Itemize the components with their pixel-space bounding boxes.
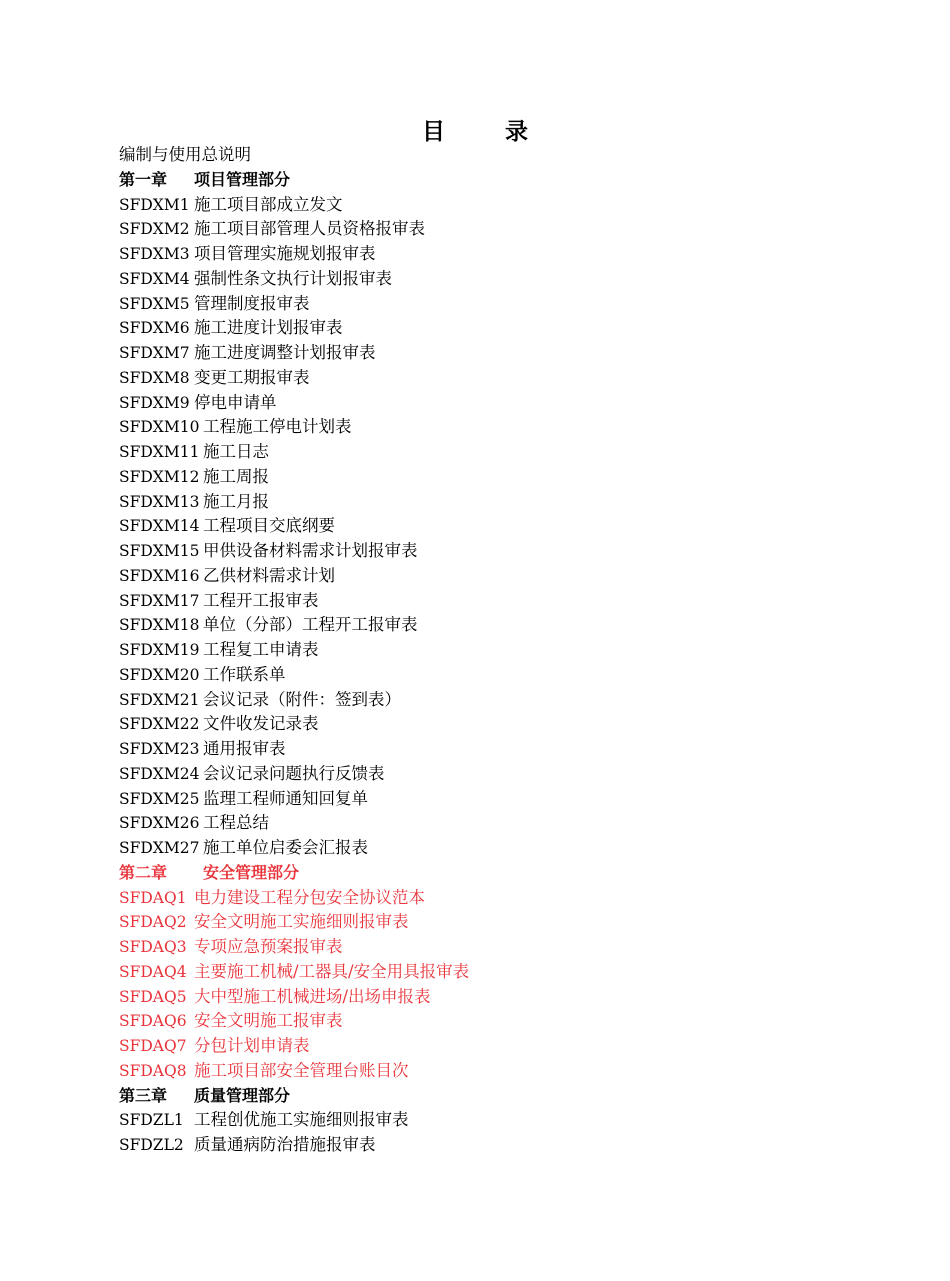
item-code: SFDAQ6 (119, 1012, 187, 1031)
item-name: 施工月报 (203, 491, 269, 511)
toc-item-sfdxm19[interactable] (119, 638, 879, 663)
item-name: 工程创优施工实施细则报审表 (194, 1110, 409, 1130)
item-code: SFDXM21 (119, 690, 200, 709)
toc-item-sfdaq8[interactable] (119, 1059, 879, 1084)
title-char-right: 录 (505, 119, 528, 145)
chapter-2-heading[interactable] (119, 861, 879, 886)
item-name: 变更工期报审表 (194, 367, 310, 387)
item-code: SFDXM23 (119, 740, 200, 758)
item-name: 施工单位启委会汇报表 (203, 838, 368, 857)
toc-list (119, 143, 879, 1158)
toc-item-sfdxm23[interactable] (119, 737, 879, 762)
item-name: 会议记录问题执行反馈表 (203, 763, 385, 783)
toc-item-sfdxm11[interactable] (119, 440, 879, 465)
toc-item-sfdaq5[interactable] (119, 985, 879, 1010)
item-name: 监理工程师通知回复单 (203, 788, 368, 808)
toc-item-sfdxm15[interactable] (119, 539, 879, 564)
item-name: 工作联系单 (203, 664, 286, 684)
chapter-2-number: 第二章 (119, 862, 168, 882)
item-code: SFDAQ1 (119, 888, 187, 907)
toc-item-sfdxm4[interactable] (119, 267, 879, 292)
item-code: SFDXM10 (119, 418, 200, 437)
item-name: 甲供设备材料需求计划报审表 (203, 541, 418, 560)
item-name: 项目管理实施规划报审表 (194, 244, 376, 263)
item-name: 管理制度报审表 (194, 293, 310, 313)
toc-item-sfdzl1[interactable] (119, 1108, 879, 1133)
item-name: 质量通病防治措施报审表 (194, 1135, 376, 1154)
toc-item-sfdaq6[interactable] (119, 1009, 879, 1034)
item-name: 安全文明施工实施细则报审表 (194, 912, 409, 932)
item-code: SFDXM13 (119, 492, 200, 511)
item-code: SFDAQ5 (119, 987, 187, 1006)
item-name: 专项应急预案报审表 (194, 937, 343, 956)
item-code: SFDXM19 (119, 641, 200, 659)
item-name: 停电申请单 (194, 392, 277, 412)
item-name: 强制性条文执行计划报审表 (194, 268, 392, 288)
toc-item-sfdxm25[interactable] (119, 787, 879, 812)
toc-item-sfdxm10[interactable] (119, 415, 879, 440)
item-code: SFDXM11 (119, 443, 200, 461)
item-code: SFDXM3 (119, 245, 190, 263)
item-name: 工程复工申请表 (203, 640, 319, 659)
toc-item-sfdaq7[interactable] (119, 1034, 879, 1059)
title-char-left: 目 (422, 119, 445, 145)
item-name: 通用报审表 (203, 739, 286, 758)
toc-item-sfdaq2[interactable] (119, 910, 879, 935)
chapter-1-name: 项目管理部分 (194, 169, 291, 189)
item-code: SFDXM14 (119, 517, 200, 536)
toc-item-sfdxm5[interactable] (119, 292, 879, 317)
item-code: SFDXM16 (119, 566, 200, 585)
item-code: SFDXM26 (119, 814, 200, 833)
item-code: SFDXM5 (119, 294, 190, 313)
item-code: SFDXM25 (119, 789, 200, 808)
item-name: 工程项目交底纲要 (203, 516, 335, 536)
chapter-3-number: 第三章 (119, 1085, 168, 1105)
toc-item-sfdxm27[interactable] (119, 836, 879, 861)
item-code: SFDXM7 (119, 344, 190, 362)
item-code: SFDAQ8 (119, 1061, 187, 1080)
item-name: 工程施工停电计划表 (203, 417, 352, 437)
item-code: SFDZL1 (119, 1111, 184, 1130)
item-name: 会议记录（附件：签到表） (203, 689, 401, 709)
item-name: 工程开工报审表 (203, 590, 319, 610)
toc-item-sfdxm24[interactable] (119, 762, 879, 787)
chapter-2-name: 安全管理部分 (203, 862, 300, 882)
toc-item-sfdxm1[interactable] (119, 193, 879, 218)
toc-item-sfdxm22[interactable] (119, 712, 879, 737)
item-code: SFDXM15 (119, 542, 200, 560)
item-code: SFDXM2 (119, 220, 190, 239)
item-code: SFDXM20 (119, 665, 200, 684)
toc-item-sfdxm8[interactable] (119, 366, 879, 391)
item-code: SFDXM18 (119, 616, 200, 635)
toc-item-sfdxm18[interactable] (119, 613, 879, 638)
toc-item-sfdxm3[interactable] (119, 242, 879, 267)
toc-item-sfdxm26[interactable] (119, 811, 879, 836)
toc-item-sfdxm2[interactable] (119, 217, 879, 242)
chapter-3-name: 质量管理部分 (194, 1085, 291, 1105)
toc-intro[interactable]: 编制与使用总说明 (119, 145, 251, 164)
toc-item-sfdxm17[interactable] (119, 589, 879, 614)
toc-item-sfdaq1[interactable] (119, 886, 879, 911)
item-name: 分包计划申请表 (194, 1036, 310, 1055)
toc-item-sfdaq3[interactable] (119, 935, 879, 960)
item-name: 电力建设工程分包安全协议范本 (194, 887, 425, 907)
item-name: 文件收发记录表 (203, 714, 319, 734)
chapter-3-heading[interactable] (119, 1084, 879, 1109)
item-name: 施工项目部安全管理台账目次 (194, 1060, 409, 1080)
item-code: SFDXM6 (119, 319, 190, 338)
item-name: 施工进度调整计划报审表 (194, 343, 376, 362)
toc-item-sfdxm7[interactable] (119, 341, 879, 366)
item-name: 施工进度计划报审表 (194, 318, 343, 338)
item-code: SFDXM24 (119, 764, 200, 783)
toc-item-sfdxm14[interactable] (119, 514, 879, 539)
chapter-1-number: 第一章 (119, 169, 168, 189)
toc-item-sfdzl2[interactable] (119, 1133, 879, 1158)
toc-item-sfdxm12[interactable] (119, 465, 879, 490)
item-code: SFDXM22 (119, 715, 200, 734)
item-name: 施工项目部成立发文 (194, 194, 343, 214)
toc-item-sfdxm13[interactable] (119, 490, 879, 515)
item-name: 施工日志 (203, 442, 269, 461)
item-code: SFDXM9 (119, 393, 190, 412)
item-code: SFDAQ2 (119, 913, 187, 932)
item-code: SFDAQ7 (119, 1037, 187, 1055)
item-name: 主要施工机械/工器具/安全用具报审表 (194, 961, 470, 981)
item-name: 安全文明施工报审表 (194, 1011, 343, 1031)
item-name: 单位（分部）工程开工报审表 (203, 615, 418, 635)
item-name: 施工周报 (203, 466, 269, 486)
item-code: SFDZL2 (119, 1136, 184, 1154)
toc-item-sfdxm20[interactable] (119, 663, 879, 688)
chapter-1-heading[interactable] (119, 168, 879, 193)
item-code: SFDXM1 (119, 195, 190, 214)
item-name: 乙供材料需求计划 (203, 565, 335, 585)
item-name: 施工项目部管理人员资格报审表 (194, 219, 425, 239)
toc-item-sfdxm6[interactable] (119, 316, 879, 341)
item-code: SFDAQ4 (119, 962, 187, 981)
toc-item-sfdxm9[interactable] (119, 391, 879, 416)
item-code: SFDXM27 (119, 839, 200, 857)
item-code: SFDAQ3 (119, 938, 187, 956)
item-code: SFDXM4 (119, 269, 190, 288)
toc-item-sfdaq4[interactable] (119, 960, 879, 985)
item-code: SFDXM17 (119, 591, 200, 610)
item-code: SFDXM8 (119, 368, 190, 387)
item-name: 工程总结 (203, 813, 269, 833)
toc-item-sfdxm21[interactable] (119, 688, 879, 713)
toc-item-sfdxm16[interactable] (119, 564, 879, 589)
item-code: SFDXM12 (119, 467, 200, 486)
item-name: 大中型施工机械进场/出场申报表 (194, 986, 431, 1006)
